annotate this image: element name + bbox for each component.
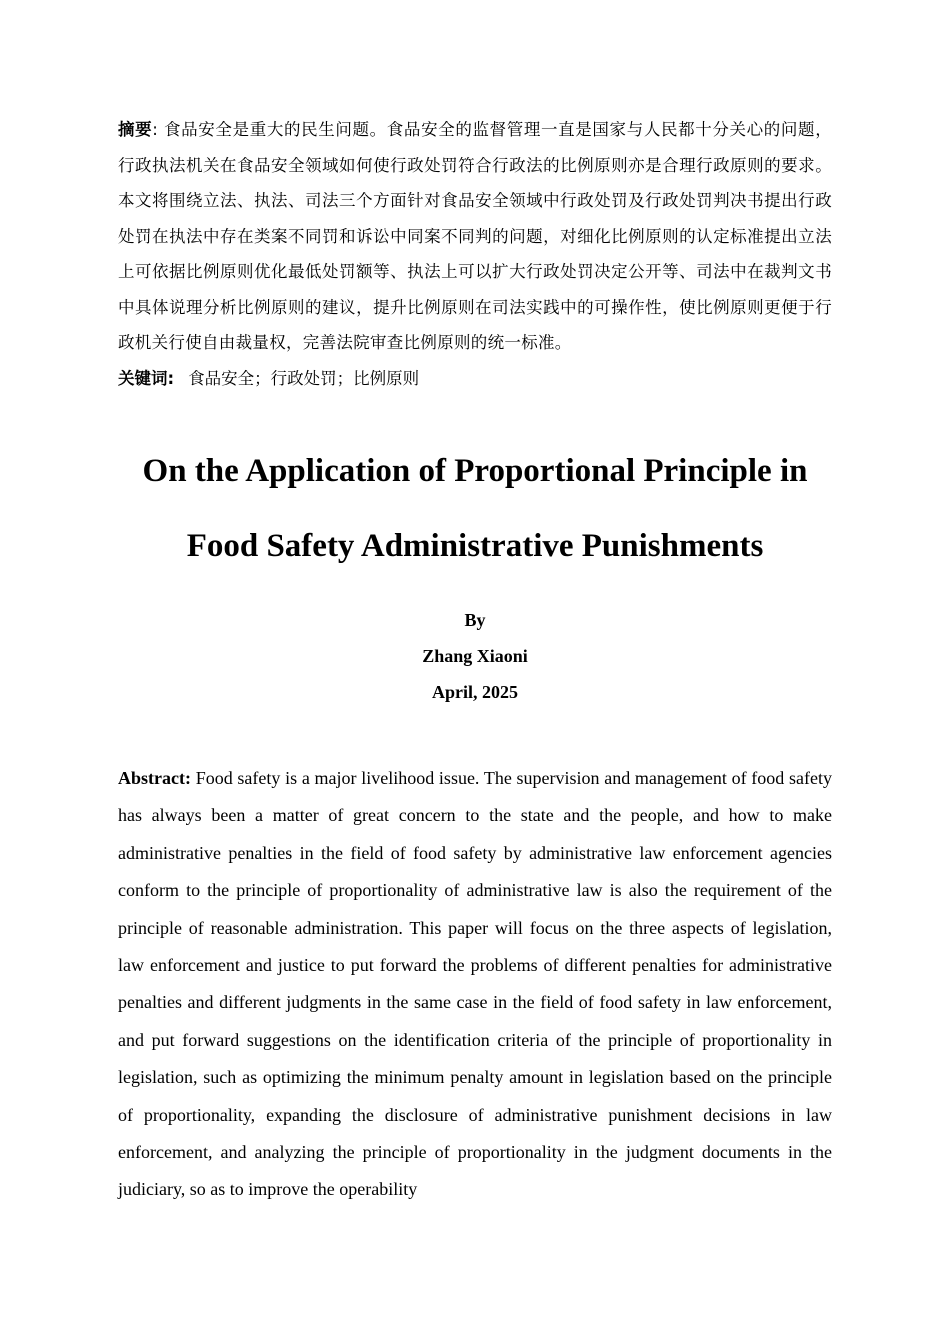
chinese-abstract-text: : 食品安全是重大的民生问题。食品安全的监督管理一直是国家与人民都十分关心的问题，行政执法机关在食品安全领域如何使行政处罚符合行政法的比例原则亦是合理行政原则的要求。本文将围绕立法、执法、司法三个方面针对食品安全领域中行政处罚及行政处罚判决书提出行政处罚在执法中存在类案不同罚和诉讼中同案不同判的问题，对细化比例原则的认定标准提出立法上可依据比例原则优化最低处罚额等、执法上可以扩大行政处罚决定公开等、司法中在裁判文书中具体说理分析比例原则的建议，提升比例原则在司法实践中的可操作性，使比例原则更便于行政机关行使自由裁量权，完善法院审查比例原则的统一标准。	[118, 120, 832, 352]
english-abstract-label: Abstract:	[118, 768, 191, 788]
author-name: Zhang Xiaoni	[422, 646, 528, 666]
byline-by: By	[464, 610, 486, 630]
chinese-abstract-label: 摘要	[118, 120, 153, 139]
publication-date: April, 2025	[431, 682, 518, 702]
chinese-keywords	[118, 361, 832, 397]
english-title-line-2: Food Safety Administrative Punishments	[186, 528, 764, 564]
chinese-abstract	[118, 112, 832, 361]
paper-page	[118, 112, 832, 1209]
english-abstract-text: Food safety is a major livelihood issue. The supervision and management of food safety has always been a matter of great concern to the state and the people, and how to make administrative penalties in the field of food safety by administrative law enforcement agencies conform to the principle of proportionality of administrative law is also the requirement of the principle of reasonable administration. This paper will focus on the three aspects of legislation, law enforcement and justice to put forward the problems of different penalties for administrative penalties and different judgments in the same case in the field of food safety in law enforcement, and put forward suggestions on the identification criteria of the principle of proportionality in legislation, such as optimizing the minimum penalty amount in legislation based on the principle of proportionality, expanding the disclosure of administrative punishment decisions in law enforcement, and analyzing the principle of proportionality in the judgment documents in the judiciary, so as to improve the operability	[118, 768, 832, 1200]
english-title	[118, 434, 832, 584]
english-title-line-1: On the Application of Proportional Principle in	[142, 453, 808, 489]
english-abstract	[118, 760, 832, 1209]
chinese-keywords-text: 食品安全；行政处罚；比例原则	[188, 368, 420, 388]
byline	[118, 602, 832, 710]
chinese-keywords-label: 关键词:	[118, 368, 175, 388]
